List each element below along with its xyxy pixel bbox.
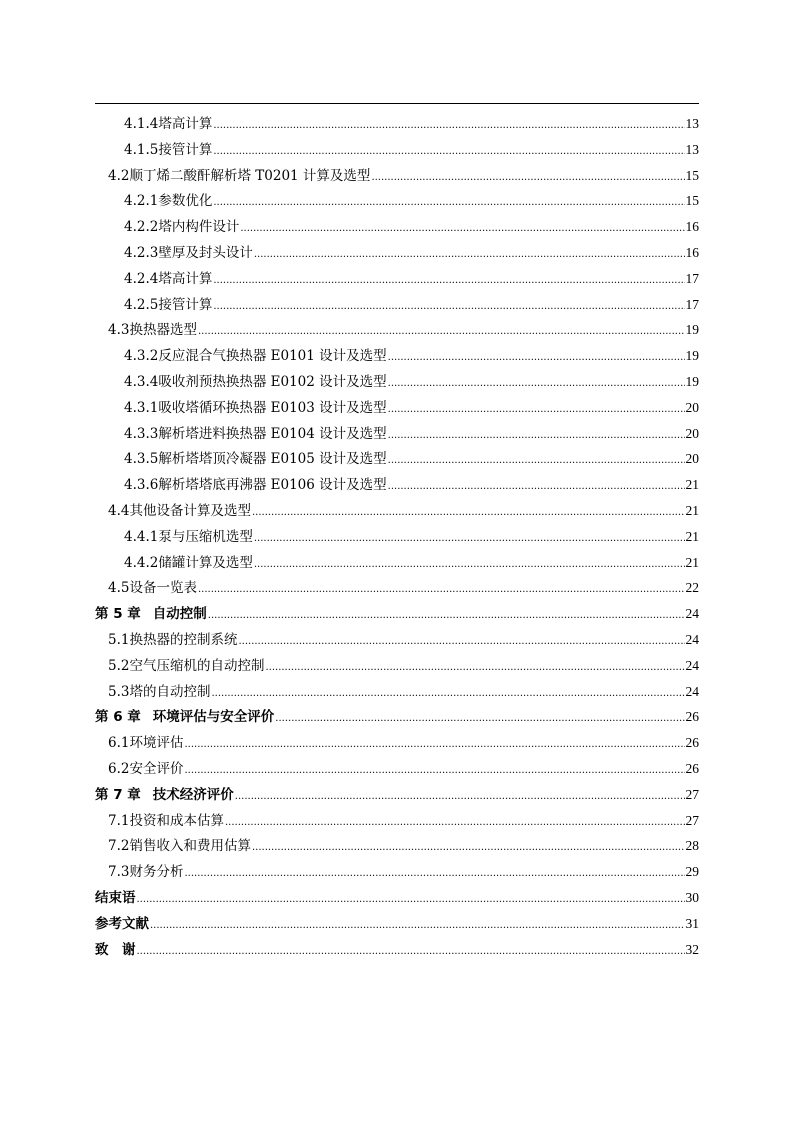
- toc-entry[interactable]: [95, 240, 699, 266]
- toc-entry-title: 销售收入和费用估算: [129, 838, 251, 855]
- toc-leader-dots: [388, 370, 685, 397]
- toc-entry-page: 24: [685, 631, 699, 647]
- toc-entry-title: 参考文献: [95, 915, 149, 932]
- toc-leader-dots: [388, 473, 685, 500]
- toc-entry[interactable]: [95, 679, 699, 705]
- toc-entry[interactable]: [95, 833, 699, 859]
- toc-entry-title: 结束语: [95, 889, 136, 906]
- toc-entry[interactable]: [95, 808, 699, 834]
- toc-entry-number: 4.3.3: [124, 425, 159, 442]
- toc-entry-title: 其他设备计算及选型: [129, 502, 251, 519]
- toc-entry-page: 17: [685, 296, 699, 312]
- toc-entry[interactable]: [95, 524, 699, 550]
- toc-entry-title: 壁厚及封头设计: [158, 244, 253, 261]
- toc-entry-page: 27: [685, 786, 699, 802]
- toc-entry-title: 设备一览表: [129, 580, 197, 597]
- toc-entry-page: 21: [685, 554, 699, 570]
- toc-entry-number: 4.3.2: [124, 348, 159, 365]
- toc-entry-number: 4.3.5: [124, 451, 159, 468]
- toc-entry-title: 储罐计算及选型: [158, 554, 253, 571]
- toc-entry-number: 4.2.5: [124, 296, 159, 313]
- toc-entry-number: 4.2.2: [124, 219, 159, 236]
- toc-entry[interactable]: [95, 472, 699, 498]
- toc-entry-number: 5.2: [108, 657, 130, 674]
- toc-entry-number: 4.2.1: [124, 193, 159, 210]
- toc-entry-page: 26: [685, 709, 699, 725]
- toc-entry-page: 24: [685, 683, 699, 699]
- toc-leader-dots: [208, 602, 685, 629]
- toc-entry-title: 致 谢: [95, 941, 136, 958]
- toc-entry-number: 5.3: [108, 683, 130, 700]
- toc-entry-title: 塔高计算: [158, 116, 213, 132]
- toc-entry-number: 第 5 章: [95, 606, 141, 623]
- toc-entry[interactable]: [95, 266, 699, 292]
- toc-leader-dots: [238, 628, 684, 655]
- toc-entry[interactable]: [95, 498, 699, 524]
- toc-leader-dots: [137, 938, 685, 965]
- toc-entry-title: 解析塔塔底再沸器 E0106 设计及选型: [158, 477, 387, 494]
- toc-leader-dots: [254, 525, 685, 552]
- toc-entry[interactable]: [95, 137, 699, 163]
- toc-leader-dots: [254, 551, 685, 578]
- toc-entry-page: 15: [685, 193, 699, 209]
- toc-entry-number: 4.4.1: [124, 528, 159, 545]
- toc-entry-title: 解析塔进料换热器 E0104 设计及选型: [158, 425, 387, 442]
- toc-entry[interactable]: [95, 395, 699, 421]
- toc-entry[interactable]: [95, 601, 699, 627]
- toc-leader-dots: [213, 138, 684, 165]
- toc-entry[interactable]: [95, 782, 699, 808]
- toc-entry-title: 吸收剂预热换热器 E0102 设计及选型: [158, 373, 387, 390]
- toc-entry-title: 顺丁烯二酸酐解析塔 T0201 计算及选型: [129, 167, 371, 184]
- toc-entry-page: 15: [685, 167, 699, 183]
- toc-entry-page: 21: [685, 528, 699, 544]
- toc-leader-dots: [184, 757, 684, 784]
- toc-entry-number: 第 7 章: [95, 786, 141, 803]
- toc-leader-dots: [184, 860, 684, 887]
- toc-entry[interactable]: [95, 188, 699, 214]
- toc-entry-page: 20: [685, 451, 699, 467]
- toc-entry-title: 解析塔塔顶冷凝器 E0105 设计及选型: [158, 451, 387, 468]
- toc-leader-dots: [184, 731, 684, 758]
- toc-entry-page: 22: [685, 580, 699, 596]
- toc-entry-page: 19: [685, 348, 699, 364]
- toc-entry-number: 6.1: [108, 735, 130, 752]
- toc-entry[interactable]: [95, 653, 699, 679]
- toc-entry-page: 31: [685, 915, 699, 931]
- toc-leader-dots: [388, 344, 685, 371]
- toc-leader-dots: [137, 886, 685, 913]
- toc-entry-number: 4.4: [108, 502, 130, 519]
- toc-entry-title: 塔内构件设计: [158, 219, 240, 236]
- toc-leader-dots: [235, 783, 685, 810]
- toc-entry-title: 财务分析: [129, 864, 184, 881]
- toc-entry-number: 4.3.6: [124, 477, 159, 494]
- toc-leader-dots: [198, 576, 685, 603]
- toc-leader-dots: [225, 809, 685, 836]
- toc-entry-title: 投资和成本估算: [129, 812, 224, 829]
- toc-leader-dots: [371, 164, 684, 191]
- toc-entry-title: 换热器选型: [129, 322, 197, 339]
- toc-entry[interactable]: [95, 627, 699, 653]
- toc-entry[interactable]: [95, 421, 699, 447]
- toc-leader-dots: [265, 654, 684, 681]
- toc-entry-page: 24: [685, 606, 699, 622]
- toc-entry[interactable]: [95, 292, 699, 318]
- toc-entry-title: 接管计算: [158, 141, 213, 158]
- toc-entry[interactable]: [95, 730, 699, 756]
- toc-entry-page: 16: [685, 244, 699, 260]
- toc-entry-number: 7.1: [108, 812, 130, 829]
- toc-entry-number: 5.1: [108, 631, 130, 648]
- toc-entry-number: 4.1.4: [124, 116, 159, 132]
- toc-leader-dots: [213, 267, 684, 294]
- toc-entry[interactable]: [95, 163, 699, 189]
- toc-entry-number: 4.2.4: [124, 270, 159, 287]
- toc-entry[interactable]: [95, 885, 699, 911]
- toc-leader-dots: [150, 912, 685, 939]
- toc-entry-title: 接管计算: [158, 296, 213, 313]
- toc-leader-dots: [240, 215, 684, 242]
- toc-entry-number: 4.3: [108, 322, 130, 339]
- toc-entry-page: 26: [685, 760, 699, 776]
- toc-entry-page: 24: [685, 657, 699, 673]
- toc-entry-number: 4.3.4: [124, 373, 159, 390]
- toc-entry-title: 塔的自动控制: [129, 683, 211, 700]
- toc-entry-number: 4.3.1: [124, 399, 159, 416]
- toc-leader-dots: [254, 241, 685, 268]
- toc-leader-dots: [213, 189, 684, 216]
- toc-entry-page: 28: [685, 838, 699, 854]
- toc-entry-number: 7.2: [108, 838, 130, 855]
- toc-entry-number: 第 6 章: [95, 709, 141, 726]
- toc-entry-title: 环境评估与安全评价: [152, 709, 275, 726]
- toc-entry-title: 反应混合气换热器 E0101 设计及选型: [158, 348, 387, 365]
- toc-entry-page: 13: [685, 116, 699, 131]
- toc-leader-dots: [388, 422, 685, 449]
- toc-leader-dots: [252, 834, 685, 861]
- toc-entry-page: 13: [685, 141, 699, 157]
- toc-entry-title: 技术经济评价: [152, 786, 234, 803]
- toc-entry-title: 参数优化: [158, 193, 213, 210]
- toc-leader-dots: [275, 705, 684, 732]
- toc-entry-number: 7.3: [108, 864, 130, 881]
- toc-entry[interactable]: [95, 343, 699, 369]
- toc-entry[interactable]: [95, 369, 699, 395]
- toc-entry-title: 安全评价: [129, 760, 184, 777]
- toc-leader-dots: [388, 396, 685, 423]
- toc-entry-number: 4.2: [108, 167, 130, 184]
- toc-entry[interactable]: [95, 911, 699, 937]
- toc-entry[interactable]: [95, 446, 699, 472]
- toc-entry-page: 26: [685, 735, 699, 751]
- toc-entry-page: 20: [685, 425, 699, 441]
- toc-entry-title: 自动控制: [152, 606, 207, 623]
- toc-entry-title: 空气压缩机的自动控制: [129, 657, 265, 674]
- table-of-contents: [95, 111, 699, 962]
- toc-entry-page: 32: [685, 941, 699, 957]
- toc-entry[interactable]: [95, 704, 699, 730]
- toc-entry-title: 环境评估: [129, 735, 184, 752]
- toc-entry-title: 泵与压缩机选型: [158, 528, 253, 545]
- toc-entry-page: 19: [685, 322, 699, 338]
- toc-leader-dots: [213, 112, 684, 139]
- toc-entry[interactable]: [95, 317, 699, 343]
- toc-entry-title: 换热器的控制系统: [129, 631, 238, 648]
- toc-entry-page: 19: [685, 373, 699, 389]
- toc-entry-page: 29: [685, 864, 699, 880]
- toc-leader-dots: [211, 680, 684, 707]
- toc-leader-dots: [388, 447, 685, 474]
- toc-entry-page: 27: [685, 812, 699, 828]
- toc-entry[interactable]: [95, 550, 699, 576]
- toc-entry-page: 16: [685, 219, 699, 235]
- toc-entry[interactable]: [95, 214, 699, 240]
- toc-entry[interactable]: [95, 937, 699, 963]
- toc-entry-page: 20: [685, 399, 699, 415]
- header-rule: [95, 103, 699, 104]
- toc-entry-page: 17: [685, 270, 699, 286]
- toc-entry[interactable]: [95, 111, 699, 137]
- toc-entry[interactable]: [95, 756, 699, 782]
- toc-entry-page: 21: [685, 477, 699, 493]
- toc-entry-number: 6.2: [108, 760, 130, 777]
- toc-entry-page: 21: [685, 502, 699, 518]
- toc-entry-number: 4.4.2: [124, 554, 159, 571]
- toc-entry-title: 塔高计算: [158, 270, 213, 287]
- toc-leader-dots: [198, 318, 685, 345]
- toc-entry-number: 4.2.3: [124, 244, 159, 261]
- toc-entry-number: 4.1.5: [124, 141, 159, 158]
- toc-entry-page: 30: [685, 889, 699, 905]
- toc-entry-number: 4.5: [108, 580, 130, 597]
- toc-entry-title: 吸收塔循环换热器 E0103 设计及选型: [158, 399, 387, 416]
- toc-entry[interactable]: [95, 859, 699, 885]
- toc-entry[interactable]: [95, 575, 699, 601]
- toc-leader-dots: [213, 293, 684, 320]
- toc-leader-dots: [252, 499, 685, 526]
